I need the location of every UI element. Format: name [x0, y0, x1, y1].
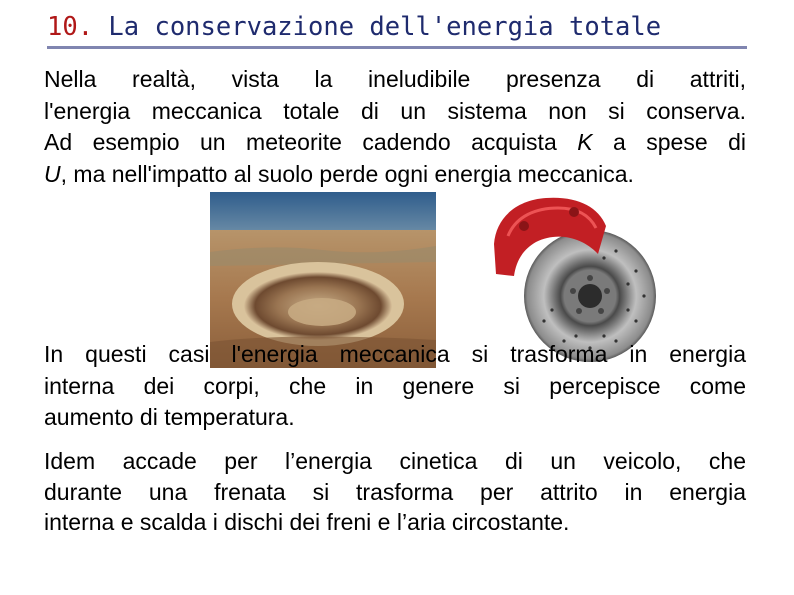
paragraph-line: l'energia meccanica totale di un sistema non si conserva.: [44, 97, 746, 124]
paragraph-energy-transformation: [44, 339, 746, 434]
slide-number: 10.: [47, 12, 94, 42]
symbol-u: U: [44, 160, 61, 187]
paragraph-braking: [44, 446, 746, 538]
paragraph-line: interna dei corpi, che in genere si percepisce come: [44, 372, 746, 399]
paragraph-line: In questi casi l'energia meccanica si trasforma in energia: [44, 341, 746, 367]
slide-title: [47, 9, 747, 45]
symbol-k: K: [577, 129, 593, 155]
text-fragment: a spese di: [592, 129, 746, 155]
paragraph-line: Nella realtà, vista la ineludibile presenza di attriti,: [44, 66, 746, 92]
paragraph-line: aumento di temperatura.: [44, 404, 295, 430]
paragraph-line: [44, 159, 746, 191]
text-fragment: Ad esempio un meteorite cadendo acquista: [44, 129, 578, 155]
paragraph-line: interna e scalda i dischi dei freni e l’aria circostante.: [44, 509, 570, 535]
text-fragment: , ma nell'impatto al suolo perde ogni energia meccanica.: [60, 160, 634, 187]
paragraph-line: [44, 127, 746, 159]
slide-title-text: La conservazione dell'energia totale: [108, 12, 662, 42]
paragraph-line: durante una frenata si trasforma per attrito in energia: [44, 478, 746, 505]
paragraph-friction: [44, 64, 746, 190]
title-underline: [47, 46, 747, 49]
paragraph-line: Idem accade per l’energia cinetica di un veicolo, che: [44, 448, 746, 474]
